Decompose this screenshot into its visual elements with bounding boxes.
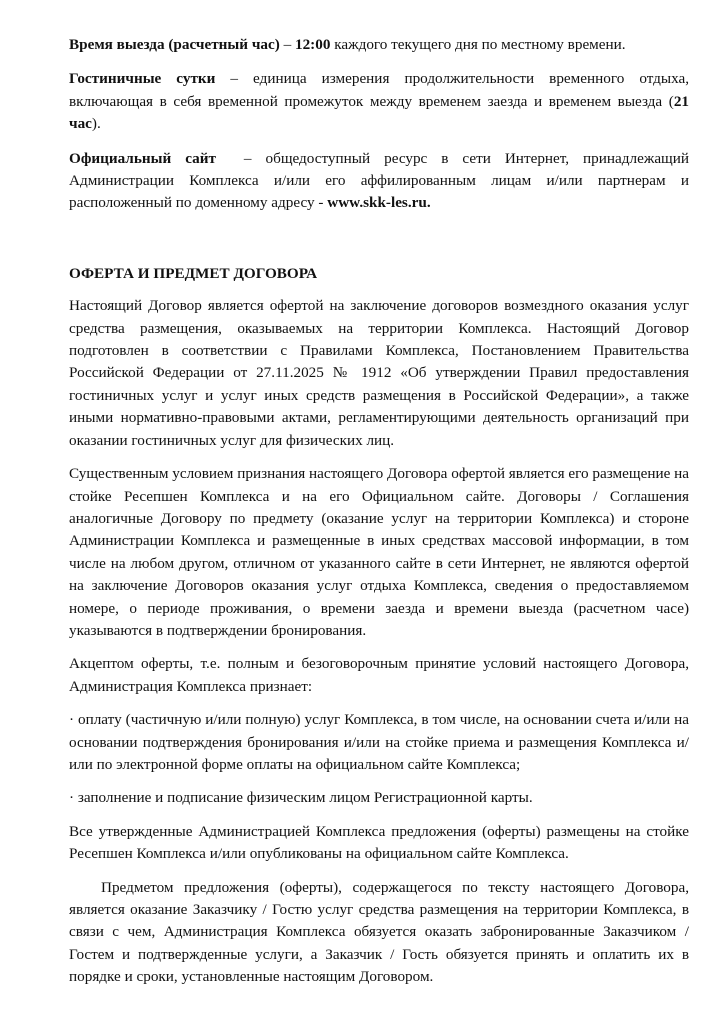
term-separator: – — [215, 149, 266, 167]
paragraph: Предметом предложения (оферты), содержащегося по тексту настоящего Договора, является оказание Заказчику / Гостю услуг средства размещения на территории Комплекса, в связи с чем, Администрация Комплекса обязуется оказать забронированные Заказчиком / Гостем и подтвержденные услуги, а Заказчик / Гость обязуется принять и оплатить их в порядке и сроки, установленные настоящим Договором. — [69, 878, 689, 986]
term-text: каждого текущего дня по местному времени. — [330, 36, 626, 53]
paragraph: Настоящий Договор является офертой на заключение договоров возмездного оказания услуг средства размещения, оказываемых на территории Комплекса. Настоящий Договор подготовлен в соответствии с Правилами Комплекса, Постановлением Правительства Российской Федерации от 27.11.2025 № 1912 «Об утверждении Правил предоставления гостиничных услуг и услуг иных средств размещения в Российской Федерации», а также иными нормативно-правовыми актами, регламентирующими деятельность организаций при оказании гостиничных услуг для физических лиц. — [69, 297, 689, 449]
list-item: · оплату (частичную и/или полную) услуг Комплекса, в том числе, на основании счета и/или на основании подтверждения бронирования и/или на стойке приема и размещения Комплекса и/или по электронной форме оплаты на официальном сайте Комплекса; — [69, 711, 689, 773]
term-separator: – — [215, 70, 254, 88]
definition-official-site — [69, 148, 689, 215]
term-value: 12:00 — [294, 36, 331, 53]
term-value: 21 час — [69, 92, 689, 133]
term-label: Время выезда (расчетный час) — [69, 36, 280, 53]
paragraph: Акцептом оферты, т.е. полным и безоговорочным принятие условий настоящего Договора, Администрация Комплекса признает: — [69, 655, 689, 695]
paragraph: Существенным условием признания настоящего Договора офертой является его размещение на стойке Ресепшен Комплекса и на его Официальном сайте. Договоры / Соглашения аналогичные Договору по предмету (оказание услуг на территории Комплекса) и стороне Администрации Комплекса и размещенные в иных средствах массовой информации, в том числе на любом другом, отличном от указанного сайте в сети Интернет, не являются офертой на заключение Договоров оказания услуг отдыха Комплекса, сведения о предоставляемом номере, о периоде проживания, о времени заезда и времени выезда (расчетном часе) указываются в подтверждении бронирования. — [69, 465, 689, 639]
paragraph: Все утвержденные Администрацией Комплекса предложения (оферты) размещены на стойке Ресепшен Комплекса и/или опубликованы на официальном сайте Комплекса. — [69, 822, 689, 863]
list-item: · заполнение и подписание физическим лицом Регистрационной карты. — [69, 789, 533, 807]
term-text: общедоступный ресурс в сети Интернет, принадлежащий Администрации Комплекса и/или его аффилированным лицам и/или партнерам и расположенный по доменному адресу - — [69, 149, 690, 212]
document-page — [69, 34, 689, 1000]
term-text-end: ). — [91, 115, 101, 133]
term-text: единица измерения продолжительности временного отдыха, включающая в себя временной промежуток между временем заезда и временем выезда ( — [69, 70, 690, 110]
site-url: www.skk-les.ru. — [327, 194, 431, 212]
term-separator: – — [279, 36, 295, 53]
term-label: Официальный сайт — [69, 149, 216, 167]
term-label: Гостиничные сутки — [69, 70, 216, 88]
section-heading: ОФЕРТА И ПРЕДМЕТ ДОГОВОРА — [69, 264, 318, 282]
definition-hotel-day — [69, 68, 689, 135]
section-spacer — [69, 227, 689, 263]
definition-checkout-time — [69, 34, 689, 56]
